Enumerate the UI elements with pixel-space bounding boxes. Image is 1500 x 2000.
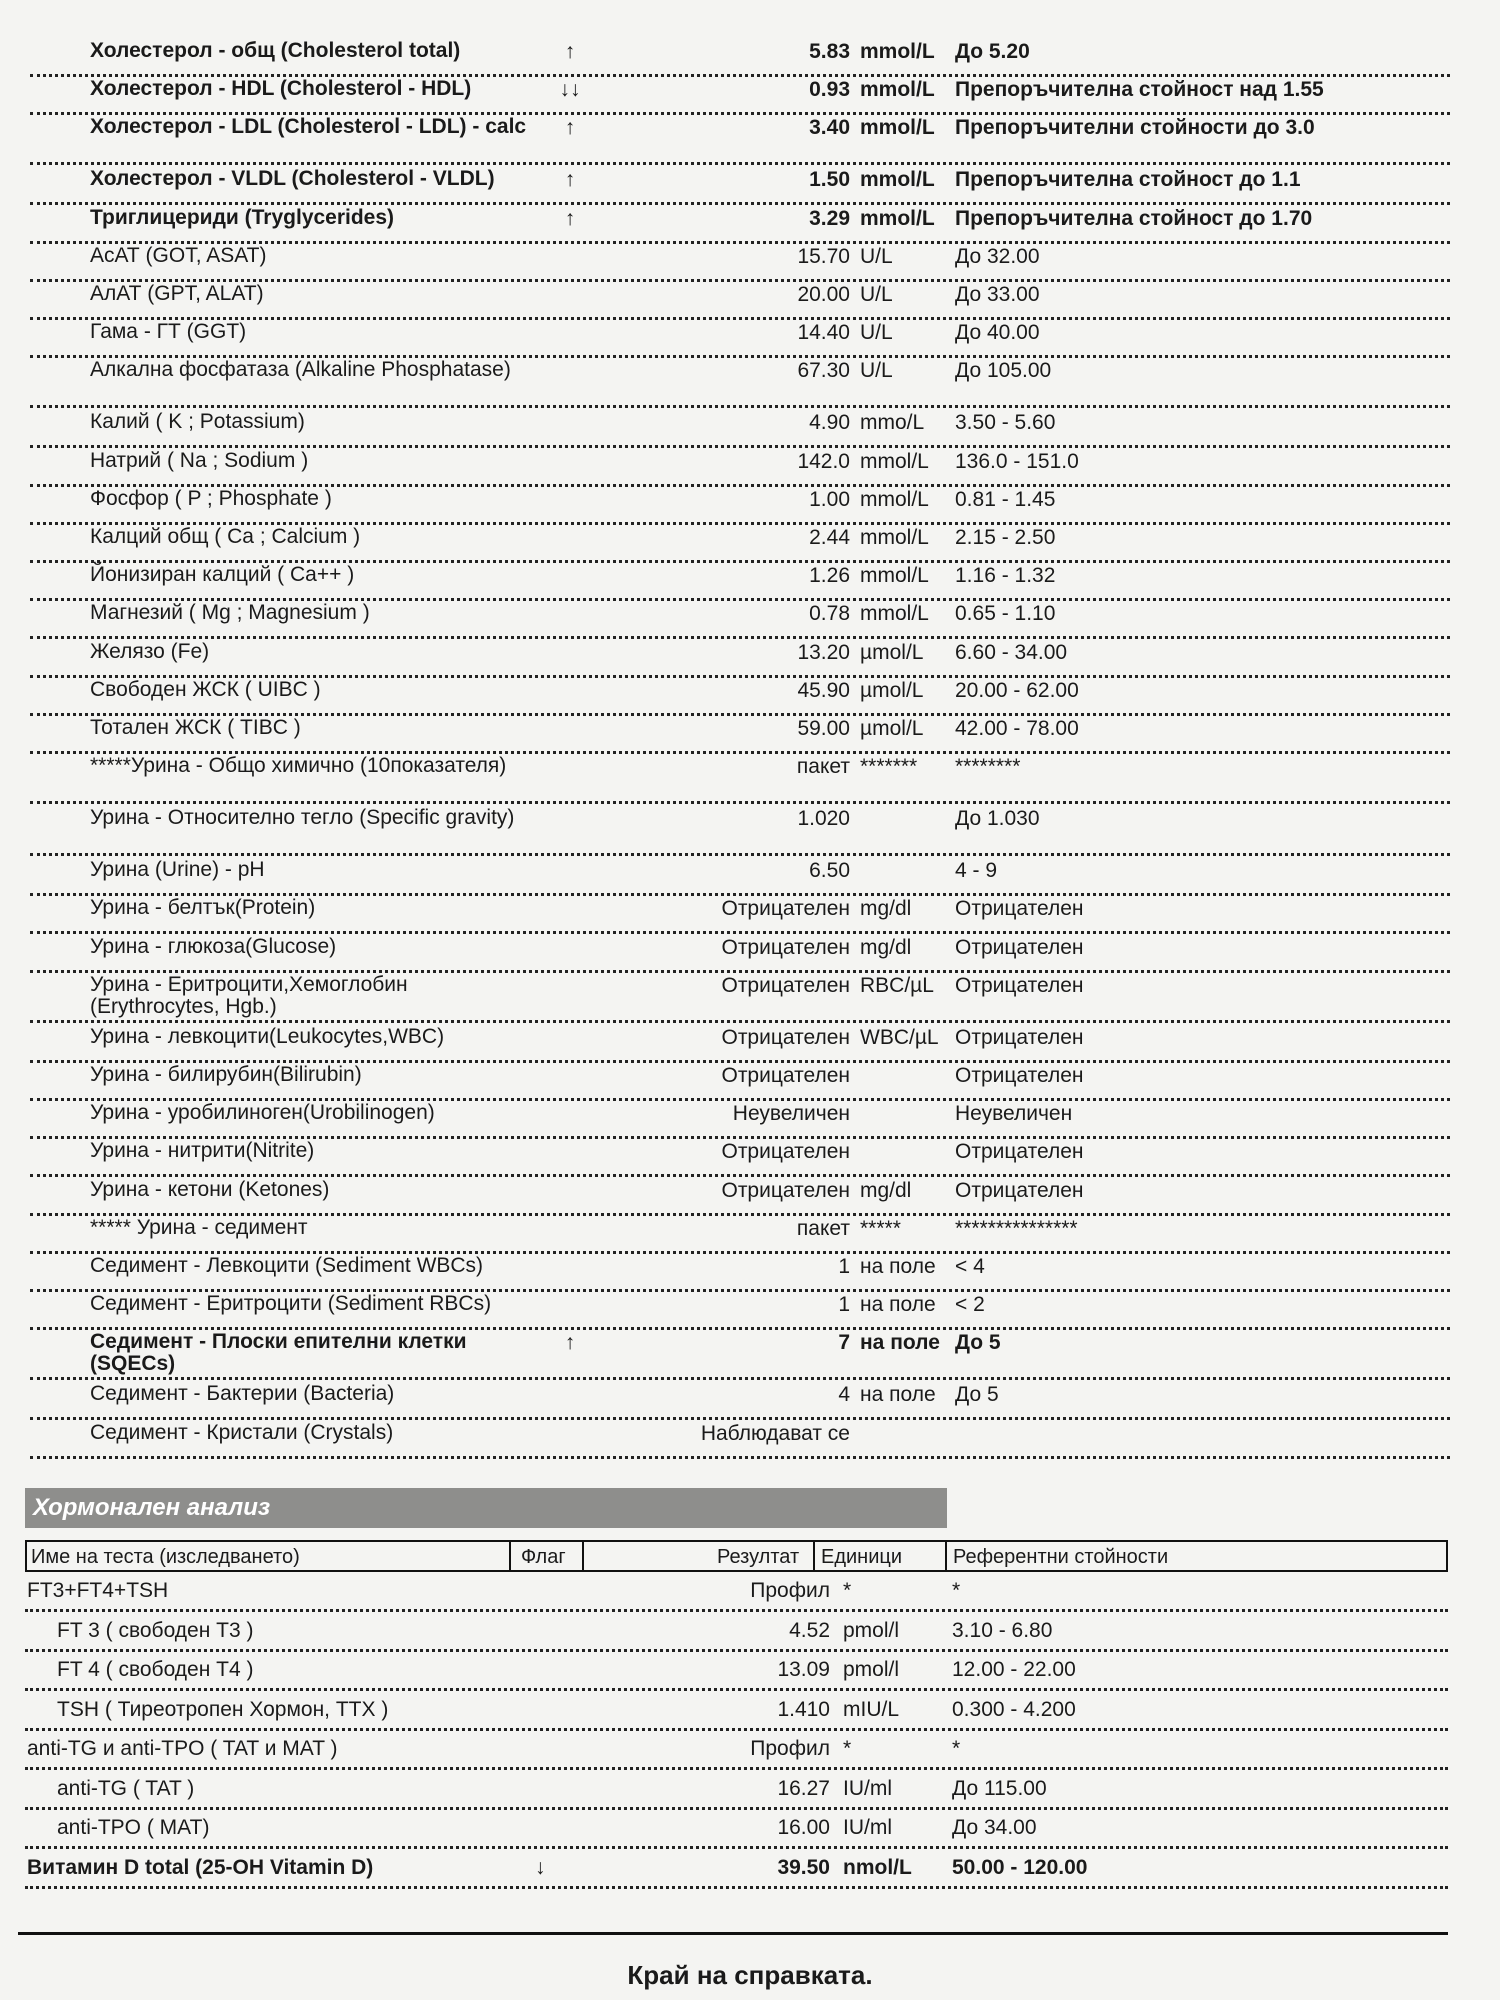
result-unit: RBC/µL (860, 973, 934, 997)
result-value: 0.78 (809, 602, 850, 626)
result-value: 13.09 (777, 1658, 830, 1681)
test-name: Урина - белтък(Protein) (90, 896, 316, 920)
test-name: Урина - левкоцити(Leukocytes,WBC) (90, 1024, 445, 1048)
result-row (30, 932, 1450, 973)
test-name: Алкална фосфатаза (Alkaline Phosphatase) (90, 358, 511, 382)
test-name: Урина - глюкоза(Glucose) (90, 934, 337, 958)
result-row (30, 1136, 1450, 1177)
result-value: 1.26 (809, 564, 850, 588)
result-flag: ↓ (535, 1855, 546, 1879)
hormone-row (25, 1654, 1448, 1691)
test-name: Урина - Относително тегло (Specific gravity) (90, 806, 515, 830)
report-end-note: Край на справката. (627, 1960, 873, 1990)
header-units: Единици (821, 1546, 903, 1568)
test-name: Седимент - Кристали (Crystals) (90, 1420, 394, 1444)
result-value: 67.30 (797, 359, 850, 383)
test-name: АсАТ (GOT, ASAT) (90, 243, 267, 267)
result-value: 0.93 (809, 78, 850, 102)
reference-range: Отрицателен (955, 897, 1084, 921)
test-name: Урина (Urine) - pH (90, 858, 265, 882)
reference-range: 1.16 - 1.32 (955, 564, 1056, 588)
result-value: Отрицателен (721, 973, 850, 997)
result-row (30, 893, 1450, 934)
result-row (30, 1098, 1450, 1139)
reference-range: 136.0 - 151.0 (955, 449, 1079, 473)
header-result: Резултат (717, 1546, 800, 1568)
result-row (30, 446, 1450, 487)
test-name: Гама - ГТ (GGT) (90, 320, 247, 344)
result-value: 59.00 (797, 717, 850, 740)
reference-range: 4 - 9 (955, 859, 998, 883)
test-name: Тотален ЖСК ( TIBC ) (90, 716, 301, 739)
result-unit: mmol/L (860, 487, 929, 511)
reference-range: До 105.00 (955, 359, 1052, 383)
reference-range: До 33.00 (955, 283, 1040, 306)
test-name: Витамин D total (25-OH Vitamin D) (27, 1855, 374, 1879)
reference-range: 3.10 - 6.80 (952, 1618, 1053, 1642)
test-name: FT 4 ( свободен Т4 ) (57, 1658, 254, 1681)
test-name: Урина - уробилиноген(Urobilinogen) (90, 1101, 435, 1125)
result-unit: * (843, 1737, 852, 1760)
hormone-row (25, 1812, 1448, 1849)
header-divider (945, 1542, 947, 1570)
reference-range: До 5.20 (955, 40, 1030, 63)
result-flag: ↑ (564, 40, 576, 63)
result-row (30, 1175, 1450, 1216)
result-row (30, 1379, 1450, 1420)
test-name: FT3+FT4+TSH (27, 1579, 169, 1602)
result-value: 45.90 (797, 678, 850, 702)
result-value: 20.00 (797, 283, 850, 306)
reference-range: Препоръчителна стойност над 1.55 (955, 78, 1324, 102)
result-value: 142.0 (797, 449, 850, 473)
hormone-row (25, 1615, 1448, 1652)
result-value: 4.52 (789, 1618, 830, 1642)
result-row (30, 1327, 1450, 1380)
result-unit: pmol/l (843, 1618, 900, 1642)
result-row (30, 1251, 1450, 1292)
result-unit: mmol/L (860, 116, 935, 140)
reference-range: 50.00 - 120.00 (952, 1855, 1088, 1879)
result-value: Отрицателен (721, 1178, 850, 1202)
result-value: 7 (838, 1331, 850, 1355)
result-row (30, 855, 1450, 896)
test-name: Йонизиран калций ( Ca++ ) (90, 563, 355, 587)
result-unit: ***** (860, 1216, 901, 1240)
result-row (30, 675, 1450, 716)
result-row (30, 484, 1450, 525)
result-row (30, 407, 1450, 448)
result-value: Неувеличен (732, 1102, 850, 1126)
result-value: 3.29 (809, 206, 850, 230)
result-row (30, 279, 1450, 320)
test-name: Урина - нитрити(Nitrite) (90, 1139, 315, 1163)
result-row (30, 74, 1450, 115)
reference-range: 12.00 - 22.00 (952, 1658, 1076, 1681)
reference-range: 0.300 - 4.200 (952, 1697, 1076, 1721)
result-value: 1 (838, 1255, 850, 1278)
result-unit: WBC/µL (860, 1025, 939, 1049)
header-divider (582, 1542, 584, 1570)
result-unit: µmol/L (860, 678, 924, 702)
result-unit: U/L (860, 244, 893, 268)
result-value: пакет (796, 1216, 850, 1240)
result-value: Профил (750, 1737, 830, 1760)
reference-range: До 32.00 (955, 244, 1040, 268)
result-row (30, 1418, 1450, 1459)
result-unit: µmol/L (860, 640, 924, 664)
result-unit: IU/ml (843, 1816, 892, 1839)
header-flag: Флаг (521, 1546, 566, 1568)
test-name: anti-TPO ( MAT) (57, 1816, 210, 1839)
result-unit: mmo/L (860, 411, 925, 435)
reference-range: * (952, 1579, 961, 1602)
result-unit: на поле (860, 1331, 940, 1355)
reference-range: 6.60 - 34.00 (955, 640, 1068, 664)
test-name: Холестерол - общ (Cholesterol total) (90, 39, 461, 62)
result-row (30, 1213, 1450, 1254)
test-name: Седимент - Левкоцити (Sediment WBCs) (90, 1254, 484, 1277)
result-value: 15.70 (797, 244, 850, 268)
result-row (30, 241, 1450, 282)
result-value: Отрицателен (721, 897, 850, 921)
reference-range: До 5 (955, 1331, 1001, 1355)
hormone-row (25, 1852, 1448, 1889)
reference-range: До 115.00 (952, 1776, 1047, 1800)
test-name: Урина - билирубин(Bilirubin) (90, 1063, 362, 1086)
test-name: Свободен ЖСК ( UIBC ) (90, 677, 321, 701)
reference-range: 2.15 - 2.50 (955, 526, 1056, 549)
result-value: Отрицателен (721, 935, 850, 959)
result-unit: U/L (860, 359, 893, 383)
reference-range: 42.00 - 78.00 (955, 717, 1079, 740)
result-flag: ↑ (564, 116, 576, 140)
reference-range: Отрицателен (955, 1025, 1084, 1049)
header-name: Име на теста (изследването) (31, 1546, 300, 1568)
result-value: 2.44 (809, 526, 850, 549)
result-flag: ↓↓ (559, 78, 581, 102)
reference-range: Препоръчителна стойност до 1.1 (955, 168, 1301, 192)
header-divider (509, 1542, 511, 1570)
result-value: 1.020 (797, 807, 850, 831)
result-value: Отрицателен (721, 1025, 850, 1049)
result-unit: на поле (860, 1293, 936, 1317)
result-value: пакет (796, 755, 850, 779)
test-name: Холестерол - VLDL (Cholesterol - VLDL) (90, 167, 495, 191)
reference-range: Отрицателен (955, 935, 1084, 959)
result-row (30, 970, 1450, 1023)
result-row (30, 598, 1450, 639)
test-name: Калций общ ( Ca ; Calcium ) (90, 525, 361, 548)
result-unit: mg/dl (860, 897, 912, 921)
result-row (30, 1289, 1450, 1330)
test-name: Холестерол - LDL (Cholesterol - LDL) - calc (90, 115, 527, 139)
test-name: АлАТ (GPT, ALAT) (90, 282, 264, 305)
reference-range: Препоръчителни стойности до 3.0 (955, 116, 1315, 140)
test-name: Магнезий ( Mg ; Magnesium ) (90, 601, 370, 625)
test-name: Фосфор ( P ; Phosphate ) (90, 486, 332, 510)
result-row (30, 317, 1450, 358)
reference-range: Неувеличен (955, 1102, 1073, 1126)
hormone-row (25, 1773, 1448, 1810)
result-row (30, 203, 1450, 244)
result-value: 1.50 (809, 168, 850, 192)
result-unit: на поле (860, 1255, 936, 1278)
reference-range: < 4 (955, 1255, 985, 1278)
result-value: Отрицателен (721, 1064, 850, 1087)
reference-range: * (952, 1737, 961, 1760)
reference-range: До 40.00 (955, 321, 1040, 345)
result-row (30, 751, 1450, 804)
result-row (30, 112, 1450, 165)
reference-range: 3.50 - 5.60 (955, 411, 1056, 435)
result-unit: mmol/L (860, 564, 929, 588)
hormone-row (25, 1733, 1448, 1770)
reference-range: Отрицателен (955, 1064, 1084, 1087)
reference-range: Отрицателен (955, 973, 1084, 997)
header-divider (813, 1542, 815, 1570)
result-value: 14.40 (797, 321, 850, 345)
reference-range: 0.65 - 1.10 (955, 602, 1056, 626)
result-unit: mg/dl (860, 935, 912, 959)
result-unit: mIU/L (843, 1697, 900, 1721)
result-unit: mmol/L (860, 602, 929, 626)
footer-divider (18, 1932, 1448, 1935)
result-value: 3.40 (809, 116, 850, 140)
result-value: 4.90 (809, 411, 850, 435)
test-name: *****Урина - Общо химично (10показателя) (90, 754, 507, 778)
reference-range: Отрицателен (955, 1140, 1084, 1164)
result-row (30, 637, 1450, 678)
test-name: Триглицериди (Tryglycerides) (90, 205, 395, 229)
reference-range: Отрицателен (955, 1178, 1084, 1202)
result-flag: ↑ (564, 168, 576, 192)
test-name: ***** Урина - седимент (90, 1215, 308, 1239)
result-row (30, 355, 1450, 408)
test-name: Седимент - Еритроцити (Sediment RBCs) (90, 1292, 492, 1316)
result-unit: на поле (860, 1383, 936, 1407)
test-name: Урина - Еритроцити,Хемоглобин (Erythrocytes, Hgb.) (90, 972, 408, 1018)
result-row (30, 560, 1450, 601)
result-unit: IU/ml (843, 1776, 892, 1800)
test-name: FT 3 ( свободен Т3 ) (57, 1618, 254, 1642)
result-value: 1.410 (777, 1697, 830, 1721)
hormone-row (25, 1575, 1448, 1612)
result-unit: ******* (860, 755, 918, 779)
result-flag: ↑ (564, 1331, 576, 1355)
test-name: anti-TG ( TAT ) (57, 1776, 195, 1800)
result-value: 39.50 (777, 1855, 830, 1879)
result-value: 6.50 (809, 859, 850, 883)
reference-range: Препоръчителна стойност до 1.70 (955, 206, 1313, 230)
reference-range: До 1.030 (955, 807, 1040, 831)
result-unit: mmol/L (860, 526, 929, 549)
result-value: Отрицателен (721, 1140, 850, 1164)
section-title-hormones: Хормонален анализ (25, 1488, 947, 1528)
result-row (30, 1060, 1450, 1101)
test-name: Урина - кетони (Ketones) (90, 1177, 330, 1201)
reference-range: 20.00 - 62.00 (955, 678, 1079, 702)
reference-range: *************** (955, 1216, 1078, 1240)
test-name: anti-TG и anti-TPO ( TAT и MAT ) (27, 1737, 338, 1760)
test-name: Холестерол - HDL (Cholesterol - HDL) (90, 77, 472, 101)
result-row (30, 522, 1450, 563)
result-unit: U/L (860, 283, 893, 306)
reference-range: До 5 (955, 1383, 999, 1407)
reference-range: До 34.00 (952, 1816, 1037, 1839)
header-reference: Референтни стойности (953, 1546, 1169, 1568)
result-row (30, 803, 1450, 856)
result-row (30, 164, 1450, 205)
test-name: Натрий ( Na ; Sodium ) (90, 448, 309, 472)
result-unit: mmol/L (860, 449, 929, 473)
hormone-row (25, 1694, 1448, 1731)
result-unit: mmol/L (860, 206, 935, 230)
result-value: 4 (838, 1383, 850, 1407)
column-headers (25, 1540, 1448, 1572)
result-value: 1 (838, 1293, 850, 1317)
result-value: Профил (750, 1579, 830, 1602)
result-unit: * (843, 1579, 852, 1602)
result-row (30, 1022, 1450, 1063)
result-value: 16.00 (777, 1816, 830, 1839)
test-name: Калий ( K ; Potassium) (90, 410, 305, 434)
test-name: Седимент - Бактерии (Bacteria) (90, 1382, 395, 1406)
test-name: Желязо (Fe) (90, 639, 210, 663)
result-unit: nmol/L (843, 1855, 912, 1879)
result-flag: ↑ (564, 206, 576, 230)
test-name: Седимент - Плоски епителни клетки (SQECs) (90, 1330, 467, 1376)
test-name: TSH ( Тиреотропен Хормон, ТТХ ) (57, 1697, 389, 1721)
result-value: 16.27 (777, 1776, 830, 1800)
result-unit: µmol/L (860, 717, 924, 740)
result-value: Наблюдават се (700, 1421, 850, 1445)
result-value: 13.20 (797, 640, 850, 664)
reference-range: < 2 (955, 1293, 985, 1317)
result-unit: pmol/l (843, 1658, 900, 1681)
result-row (30, 36, 1450, 77)
result-unit: mg/dl (860, 1178, 912, 1202)
reference-range: 0.81 - 1.45 (955, 487, 1056, 511)
reference-range: ******** (955, 755, 1021, 779)
result-value: 5.83 (809, 40, 850, 63)
result-unit: mmol/L (860, 78, 935, 102)
result-unit: mmol/L (860, 168, 935, 192)
result-unit: mmol/L (860, 40, 935, 63)
result-row (30, 713, 1450, 754)
result-unit: U/L (860, 321, 893, 345)
result-value: 1.00 (809, 487, 850, 511)
